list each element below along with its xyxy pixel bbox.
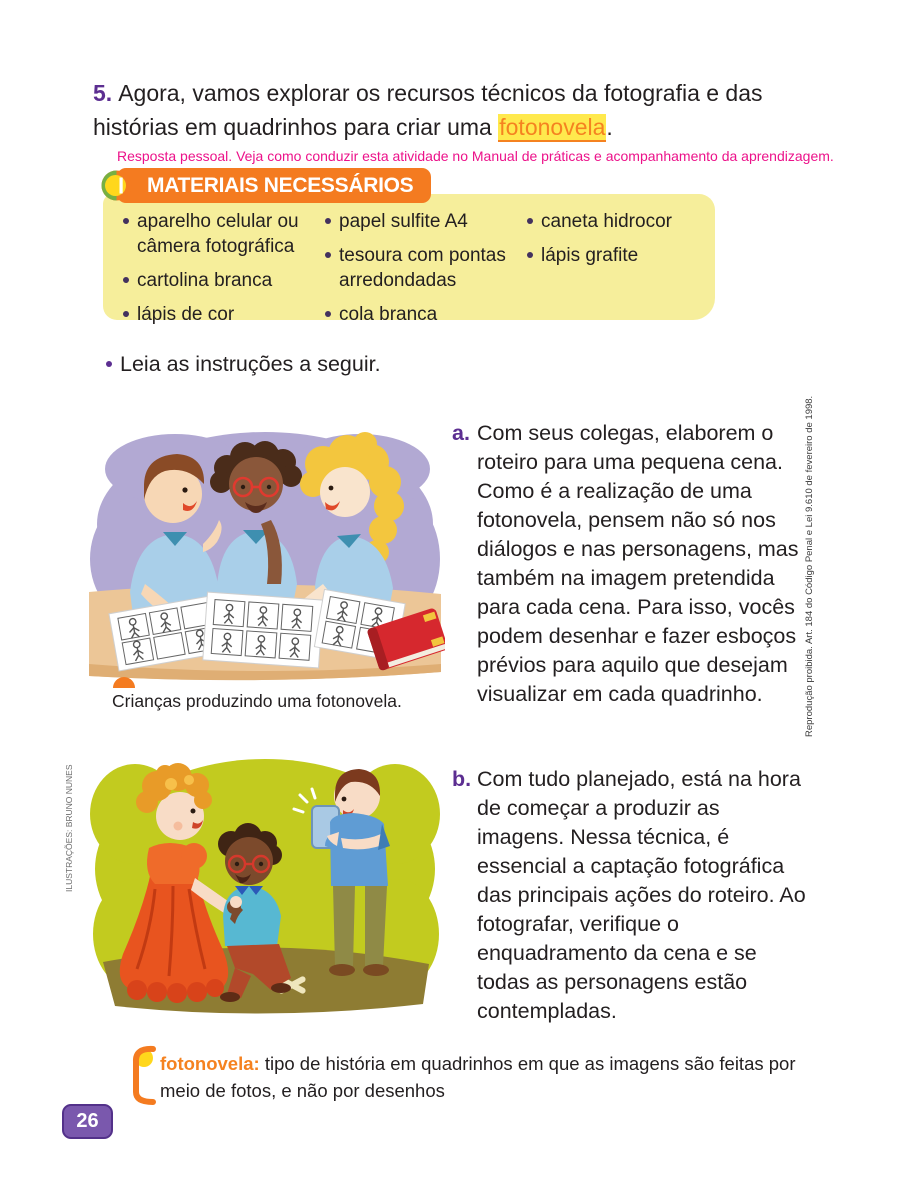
step-b-text: Com tudo planejado, está na hora de começar a produzir as imagens. Nessa técnica, é essencial a captação fotográfica das principais ações do roteiro. Ao fotografar, verifique o enquadramento da cena e se todas as personagens estão contempladas. [477, 767, 806, 1023]
material-label: tesoura com pontas arredondadas [339, 245, 506, 291]
step-b [452, 765, 812, 1026]
material-label: cartolina branca [137, 270, 273, 291]
instruction-lead [106, 352, 381, 377]
list-item [325, 243, 525, 293]
activity-text: Agora, vamos explorar os recursos técnicos da fotografia e das histórias em quadrinhos para criar uma [93, 80, 763, 140]
fotonovela-link[interactable]: fotonovela [499, 114, 606, 140]
glossary-bracket-icon [127, 1044, 163, 1112]
material-label: lápis de cor [137, 304, 235, 325]
glossary-term: fotonovela: [160, 1053, 260, 1074]
bullet-dot [106, 361, 112, 367]
activity-text-end: . [606, 114, 613, 140]
list-item [325, 209, 525, 234]
activity-number: 5. [93, 80, 113, 106]
material-label: lápis grafite [541, 245, 639, 266]
step-b-label: b. [452, 767, 472, 791]
material-label: caneta hidrocor [541, 211, 672, 232]
bullet-dot [325, 311, 331, 317]
page-number-badge: 26 [62, 1104, 113, 1139]
materials-column-2 [325, 209, 525, 336]
illustration-children-drawing [85, 424, 445, 682]
bullet-dot [123, 218, 129, 224]
step-a-label: a. [452, 421, 470, 445]
instruction-lead-text: Leia as instruções a seguir. [120, 352, 381, 376]
material-label: papel sulfite A4 [339, 211, 468, 232]
figure1-caption: Crianças produzindo uma fotonovela. [112, 691, 402, 711]
materials-column-3 [527, 209, 707, 277]
materials-title: MATERIAIS NECESSÁRIOS [147, 173, 414, 197]
glossary-entry [160, 1050, 840, 1104]
copyright-notice: Reprodução proibida. Art. 184 do Código Penal e Lei 9.610 de fevereiro de 1998. [804, 395, 815, 737]
materials-column-1 [123, 209, 319, 336]
illustrations-credit: ILUSTRAÇÕES: BRUNO NUNES [64, 764, 74, 892]
bullet-dot [123, 277, 129, 283]
list-item [527, 209, 707, 234]
activity-statement [93, 76, 799, 144]
bullet-dot [325, 252, 331, 258]
bullet-dot [123, 311, 129, 317]
bullet-dot [325, 218, 331, 224]
material-label: cola branca [339, 304, 438, 325]
step-a-text: Com seus colegas, elaborem o roteiro para uma pequena cena. Como é a realização de uma fotonovela, pensem não só nos diálogos e nas personagens, mas também na imagem pretendida para cada cena. Para isso, vocês podem desenhar e fazer esboços prévios para aquilo que desejam visualizar em cada quadrinho. [477, 421, 799, 706]
list-item [123, 268, 319, 293]
illustration-photo-scene [85, 754, 445, 1026]
list-item [123, 209, 319, 259]
bullet-dot [527, 252, 533, 258]
list-item [325, 302, 525, 327]
list-item [527, 243, 707, 268]
glossary-definition: tipo de história em quadrinhos em que as imagens são feitas por meio de fotos, e não por desenhos [160, 1053, 796, 1101]
teacher-note: Resposta pessoal. Veja como conduzir esta atividade no Manual de práticas e acompanhamento da aprendizagem. [117, 148, 834, 164]
list-item [123, 302, 319, 327]
bullet-dot [527, 218, 533, 224]
step-a [452, 419, 812, 709]
material-label: aparelho celular ou câmera fotográfica [137, 211, 299, 257]
